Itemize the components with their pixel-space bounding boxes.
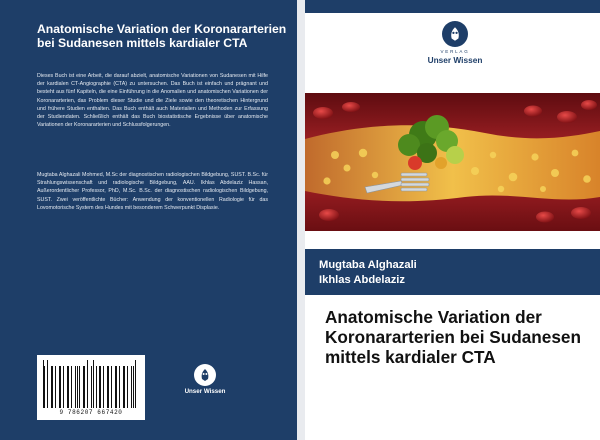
back-cover — [0, 0, 297, 440]
author-biography: Mugtaba Alghazali Mohmed, M.Sc der diagnostischen radiologischen Bildgebung, SUST. B.Sc. für Strahlungswissenschaft und radiologische Bildgebung, AAU. Ikhlas Abdelaziz Hassan, Außerordentlicher Professor, PhD, M.Sc. B.Sc. der diagnostischen radiologischen Bildgebung, SUST. Zwei veröffentlichte Bücher: Anwendung der konventionellen Radiologie für das Lovomotorische System des Hundes mit besonderem Schwerpunkt Displasie. — [37, 172, 268, 211]
back-cover-title: Anatomische Variation der Koronararterien bei Sudanesen mittels kardialer CTA — [37, 22, 287, 50]
cover-illustration — [305, 93, 600, 231]
author-name: Ikhlas Abdelaziz — [319, 274, 406, 286]
barcode-bar — [60, 366, 61, 408]
barcode-bar — [77, 366, 78, 408]
barcode-bar — [100, 366, 101, 408]
barcode-bar — [71, 366, 72, 408]
barcode-bar — [47, 360, 48, 408]
front-top-bar — [305, 0, 600, 13]
front-publisher-name: Unser Wissen — [427, 55, 483, 65]
barcode-number: 9 786207 667420 — [59, 409, 123, 416]
barcode-bar — [91, 366, 92, 408]
back-publisher-logo — [170, 364, 240, 395]
owl-emblem-icon — [442, 21, 468, 47]
publisher-tagline: VERLAG — [440, 49, 470, 54]
barcode-bars — [43, 360, 139, 408]
isbn-barcode — [37, 355, 145, 420]
owl-emblem-icon — [194, 364, 216, 386]
barcode-bar — [127, 366, 128, 408]
barcode-bar — [93, 360, 94, 408]
front-cover-title: Anatomische Variation der Koronararterien bei Sudanesen mittels kardialer CTA — [325, 307, 581, 367]
barcode-bar — [52, 366, 53, 408]
barcode-bar — [131, 366, 132, 408]
barcode-bar — [84, 366, 85, 408]
barcode-bar — [63, 366, 64, 408]
back-publisher-name: Unser Wissen — [184, 388, 226, 395]
front-cover — [305, 0, 600, 440]
front-publisher-logo — [410, 21, 500, 65]
author-name: Mugtaba Alghazali — [319, 259, 417, 271]
barcode-bar — [119, 366, 120, 408]
author-bar — [305, 249, 600, 295]
book-spine — [297, 0, 305, 440]
book-description: Dieses Buch ist eine Arbeit, die darauf abzielt, anatomische Variationen von Sudanesen mit Hilfe der kardialen CT-Angiographie (CTA) zu untersuchen. Das Buch ist einfach und prägnant und besteht aus fünf Kapiteln, die eine Einführung in die Anomalien und anatomischen Variationen der Koronararterien, das Problem dieser Studie und die Ziele sowie den theoretischen Hintergrund und frühere Studien enthalten. Das Buch enthält auch Materialien und Methoden zur Erfassung der Studiendaten. Schließlich enthält das Buch biostatistische Ergebnisse über anatomische Variationen der Koronararterien und Schlussfolgerungen. — [37, 73, 268, 129]
barcode-bar — [108, 366, 109, 408]
barcode-bar — [116, 366, 117, 408]
